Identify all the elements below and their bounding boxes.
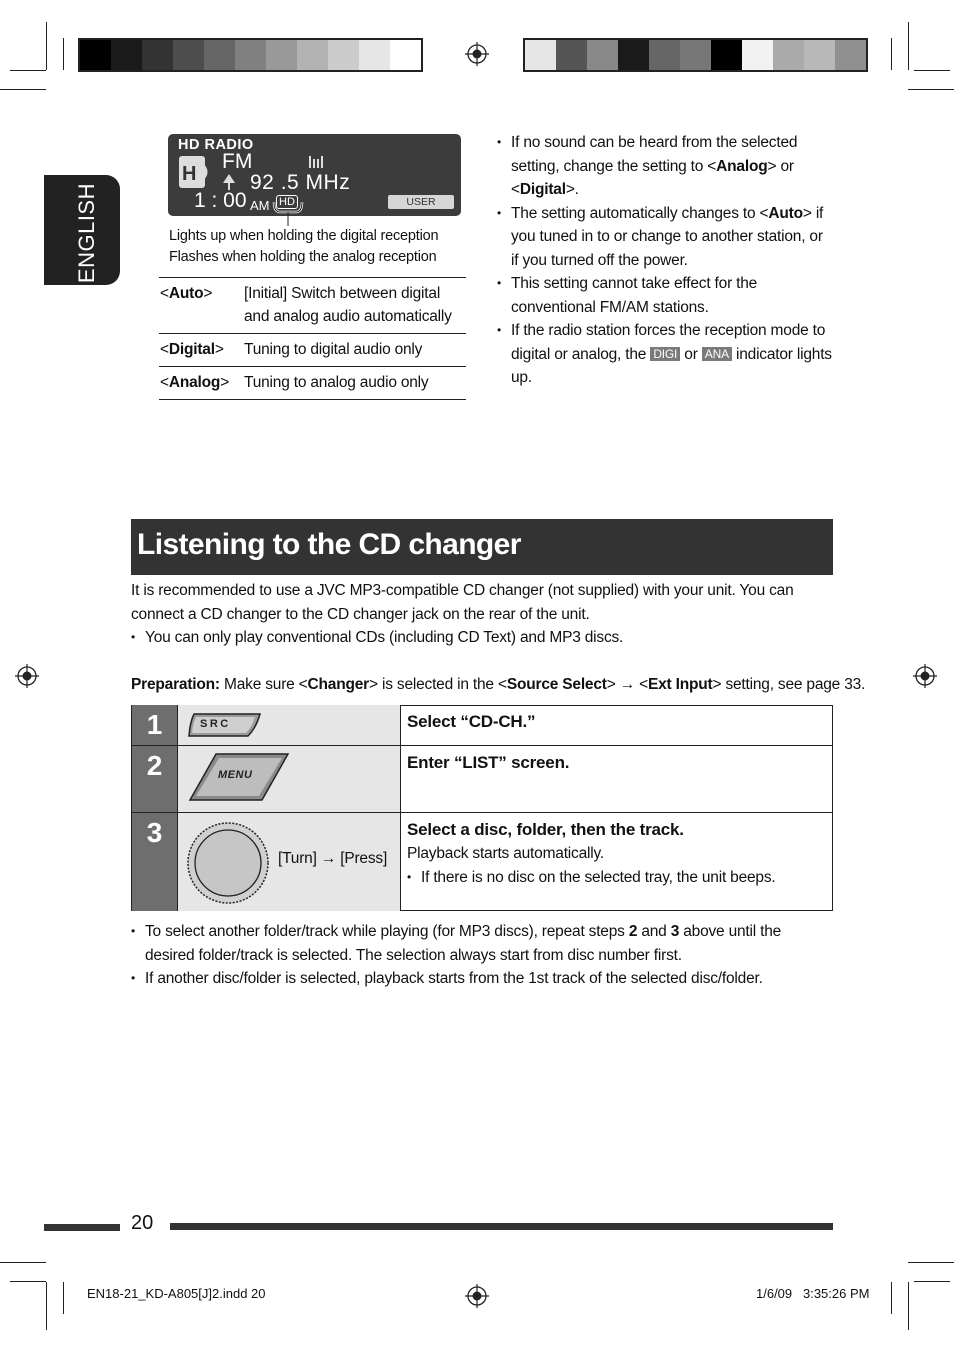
step-text [407, 819, 826, 890]
step-text [407, 711, 826, 733]
step-title: Enter “LIST” screen. [407, 753, 570, 772]
src-button-label: SRC [200, 718, 231, 730]
crop-mark [10, 70, 46, 71]
steps-table [131, 705, 833, 911]
registration-mark-icon [465, 42, 489, 66]
mode-description: [Initial] Switch between digital and analog audio automatically [244, 278, 466, 334]
color-swatch [649, 40, 680, 70]
display-caption [169, 226, 438, 268]
reception-mode-table [159, 277, 466, 400]
slug-file: EN18-21_KD-A805[J]2.indd 20 [87, 1286, 266, 1301]
control-dial-icon [186, 821, 270, 905]
digital-indicator-icon [222, 174, 236, 190]
step-title: Select a disc, folder, then the track. [407, 820, 684, 839]
footer-rule [44, 1224, 120, 1231]
registration-mark-icon [465, 1284, 489, 1308]
intro-paragraph: It is recommended to use a JVC MP3-compatible CD changer (not supplied) with your unit. You can connect a CD changer to the CD changer jack on the rear of the unit. [131, 582, 794, 623]
display-am-pm: AM [250, 198, 270, 213]
step-row [132, 705, 832, 745]
step-illustration [177, 813, 401, 911]
color-swatch [556, 40, 587, 70]
registration-mark-icon [913, 664, 937, 688]
step-row [132, 745, 832, 813]
color-swatch [390, 40, 421, 70]
crop-mark [914, 70, 950, 71]
list-item: • The setting automatically changes to <Auto> if you tuned in to or change to another station, or if you turned off the power. [497, 202, 832, 273]
table-row [159, 278, 466, 334]
step-row [132, 812, 832, 911]
language-tab-label: ENGLISH [74, 183, 99, 284]
color-swatch [711, 40, 742, 70]
color-swatch [204, 40, 235, 70]
color-swatch [525, 40, 556, 70]
slug-date: 1/6/09 3:35:26 PM [756, 1286, 870, 1301]
color-swatch [742, 40, 773, 70]
step-illustration [177, 746, 401, 813]
display-user-label: USER [388, 195, 454, 209]
step-title: Select “CD-CH.” [407, 712, 536, 731]
svg-text:H: H [182, 163, 197, 185]
display-header: HD RADIO [178, 137, 254, 153]
mode-description: Tuning to analog audio only [244, 367, 466, 400]
crop-mark [63, 1282, 64, 1314]
step-number: 2 [132, 746, 177, 813]
crop-mark [914, 1281, 950, 1282]
footer-rule [170, 1223, 833, 1230]
step-number: 3 [132, 813, 177, 911]
table-row [159, 367, 466, 400]
ana-indicator: ANA [702, 347, 732, 361]
crop-mark [46, 1282, 47, 1330]
color-swatch [587, 40, 618, 70]
mode-key: <Auto> [159, 278, 244, 334]
crop-mark [908, 89, 954, 90]
color-swatch [773, 40, 804, 70]
step-bullets [407, 866, 826, 890]
color-swatch [618, 40, 649, 70]
step-number: 1 [132, 705, 177, 745]
crop-mark [908, 1282, 909, 1330]
list-item: • If there is no disc on the selected tray, the unit beeps. [407, 866, 826, 890]
menu-button-label: MENU [218, 769, 253, 781]
hd-radio-logo-icon [178, 155, 216, 189]
list-item: • You can only play conventional CDs (including CD Text) and MP3 discs. [131, 626, 831, 650]
step-text [407, 752, 826, 774]
color-swatch [111, 40, 142, 70]
preparation-label: Preparation: [131, 676, 220, 693]
crop-mark [63, 38, 64, 70]
section-title: Listening to the CD changer [137, 528, 521, 561]
color-swatch [235, 40, 266, 70]
radio-display [168, 134, 461, 216]
crop-mark [891, 1282, 892, 1314]
registration-mark-icon [15, 664, 39, 688]
color-swatch [359, 40, 390, 70]
list-item: • If the radio station forces the reception mode to digital or analog, the DIGI or ANA indicator lights up. [497, 319, 832, 390]
list-item: • If another disc/folder is selected, playback starts from the 1st track of the selected disc/folder. [131, 967, 821, 991]
color-swatch [266, 40, 297, 70]
language-tab [44, 175, 120, 285]
preparation-note: Preparation: Make sure <Changer> is selected in the <Source Select> → <Ext Input> setting, see page 33. [131, 676, 866, 693]
color-swatch [328, 40, 359, 70]
section-header [131, 519, 833, 575]
display-frequency: 92 .5 MHz [250, 171, 351, 194]
page-number: 20 [131, 1212, 154, 1234]
color-swatch [142, 40, 173, 70]
digi-indicator: DIGI [650, 347, 680, 361]
mode-description: Tuning to digital audio only [244, 334, 466, 367]
color-bar-right [523, 38, 868, 72]
step-illustration [177, 705, 401, 745]
color-swatch [297, 40, 328, 70]
display-hd-badge: HD [276, 195, 298, 209]
color-swatch [835, 40, 866, 70]
crop-mark [0, 89, 46, 90]
display-band: FM [222, 150, 253, 173]
crop-mark [0, 1262, 46, 1263]
step-body: Playback starts automatically. [407, 845, 605, 862]
crop-mark [10, 1281, 46, 1282]
crop-mark [891, 38, 892, 70]
caption-line: Lights up when holding the digital reception [169, 228, 439, 244]
display-clock: 1 : 00 [194, 189, 247, 212]
list-item: • If no sound can be heard from the selected setting, change the setting to <Analog> or <Digital>. [497, 131, 832, 202]
color-swatch [804, 40, 835, 70]
arrow-icon: → [619, 676, 636, 693]
callout-bracket [270, 198, 306, 226]
color-swatch [173, 40, 204, 70]
mode-key: <Digital> [159, 334, 244, 367]
intro-bullets [131, 626, 831, 650]
crop-mark [46, 22, 47, 70]
caption-line: Flashes when holding the analog reception [169, 249, 437, 265]
list-item: • This setting cannot take effect for the conventional FM/AM stations. [497, 272, 832, 319]
color-swatch [80, 40, 111, 70]
footnotes [131, 920, 821, 991]
reception-notes [497, 131, 832, 390]
signal-indicator-icon [308, 154, 324, 170]
dial-action-label: [Turn] → [Press] [278, 850, 388, 867]
list-item: • To select another folder/track while playing (for MP3 discs), repeat steps 2 and 3 above until the desired folder/track is selected. The selection always start from disc number first. [131, 920, 821, 967]
mode-key: <Analog> [159, 367, 244, 400]
table-row [159, 334, 466, 367]
crop-mark [908, 22, 909, 70]
color-bar-left [78, 38, 423, 72]
color-swatch [680, 40, 711, 70]
crop-mark [908, 1262, 954, 1263]
